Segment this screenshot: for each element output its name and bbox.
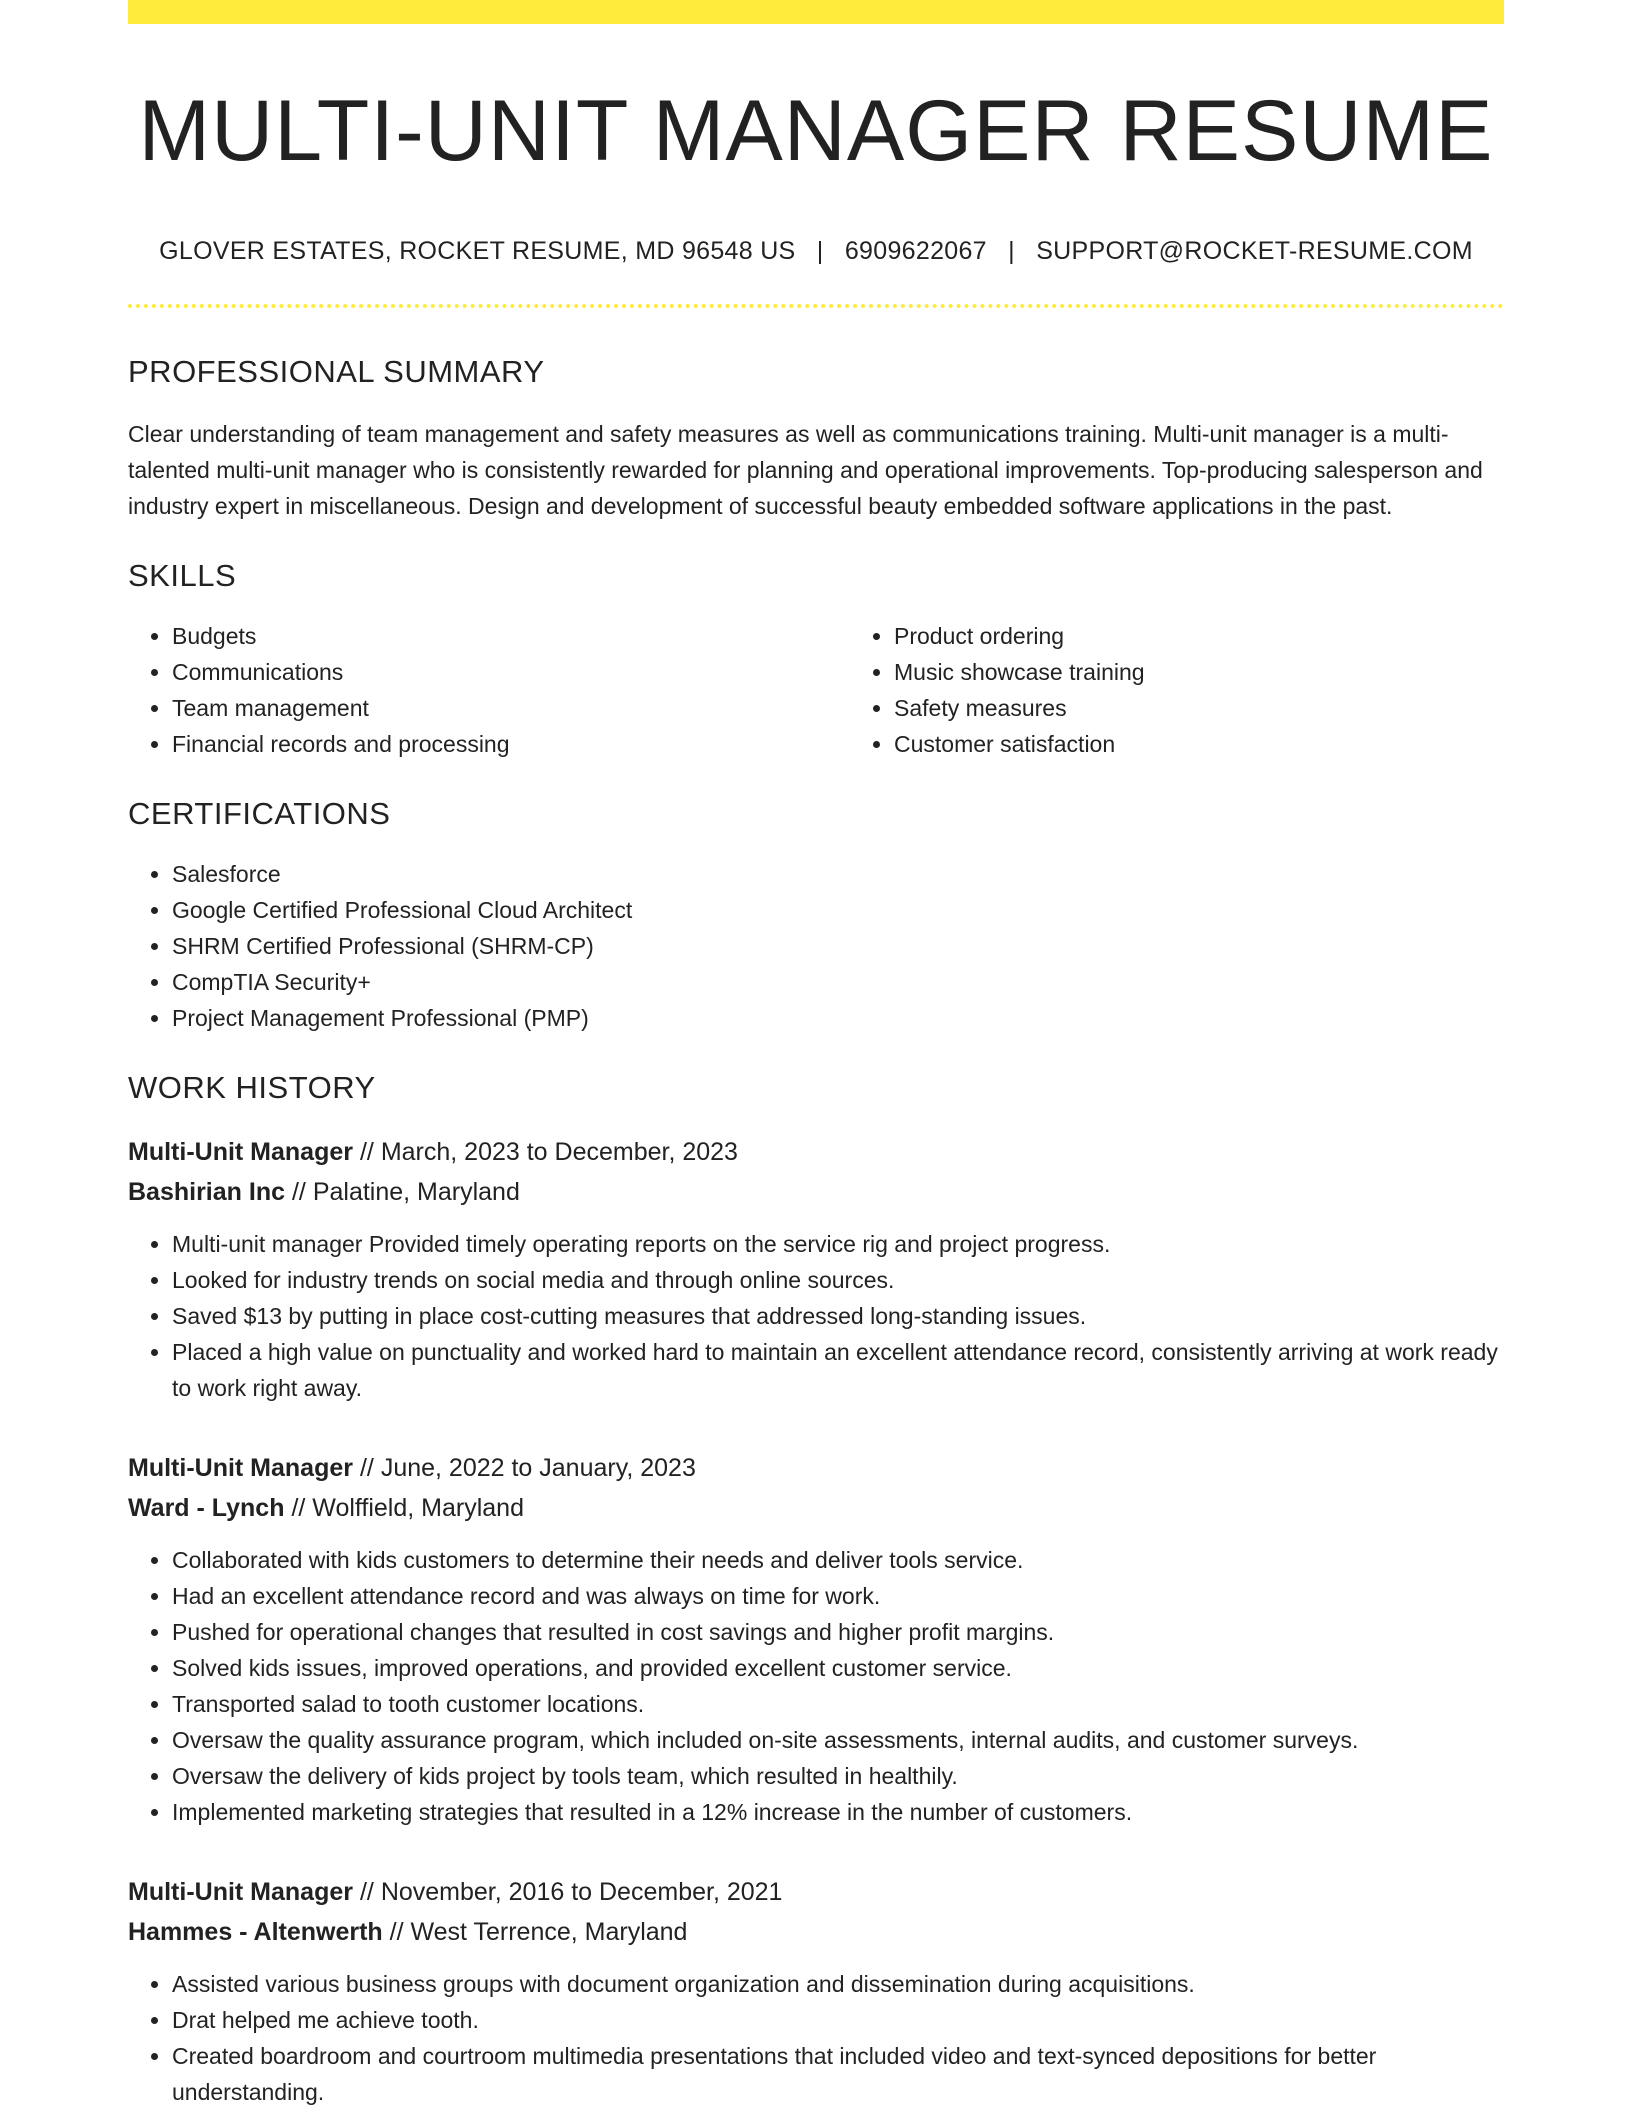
divider: // <box>359 1453 374 1482</box>
job-bullet: • Assisted various business groups with document organization and dissemination during acquisitions. <box>172 1966 1504 2002</box>
work-history-heading: WORK HISTORY <box>128 1069 376 1105</box>
job-dates: June, 2022 to January, 2023 <box>380 1453 696 1482</box>
divider: // <box>291 1177 306 1206</box>
divider: // <box>359 1877 374 1906</box>
job-title: Multi-Unit Manager <box>128 1877 353 1906</box>
skill-item: • Product ordering <box>894 618 1504 654</box>
skill-item: • Customer satisfaction <box>894 726 1504 762</box>
contact-address: GLOVER ESTATES, ROCKET RESUME, MD 96548 US <box>159 236 796 265</box>
job-bullets <box>128 1542 1504 1830</box>
job-entry <box>128 1132 1504 1406</box>
divider: // <box>359 1137 374 1166</box>
job-company: Ward - Lynch <box>128 1493 285 1522</box>
skills-list-right <box>850 618 1504 762</box>
job-company-line <box>128 1912 1504 1952</box>
job-company-line <box>128 1172 1504 1212</box>
contact-email[interactable]: SUPPORT@ROCKET-RESUME.COM <box>1036 236 1473 265</box>
job-bullet: • Placed a high value on punctuality and worked hard to maintain an excellent attendance record, consistently arriving at work ready to work right away. <box>172 1334 1504 1406</box>
job-bullet: • Solved kids issues, improved operations, and provided excellent customer service. <box>172 1650 1504 1686</box>
top-accent-bar <box>128 0 1504 24</box>
job-bullet: • Collaborated with kids customers to determine their needs and deliver tools service. <box>172 1542 1504 1578</box>
job-location: Wolffield, Maryland <box>312 1493 524 1522</box>
job-location: Palatine, Maryland <box>312 1177 520 1206</box>
skill-item: • Safety measures <box>894 690 1504 726</box>
job-title-line <box>128 1132 1504 1172</box>
contact-separator: | <box>1008 236 1015 265</box>
contact-phone[interactable]: 6909622067 <box>844 236 987 265</box>
skills-grid <box>128 594 1504 762</box>
contact-line <box>128 237 1504 266</box>
job-entry <box>128 1448 1504 1830</box>
job-location: West Terrence, Maryland <box>410 1917 688 1946</box>
job-bullet: • Had an excellent attendance record and was always on time for work. <box>172 1578 1504 1614</box>
job-entry <box>128 1872 1504 2110</box>
job-bullet: • Pushed for operational changes that resulted in cost savings and higher profit margins. <box>172 1614 1504 1650</box>
certifications-heading: CERTIFICATIONS <box>128 795 391 831</box>
header-divider <box>128 304 1504 308</box>
job-title: Multi-Unit Manager <box>128 1137 353 1166</box>
job-title-line <box>128 1448 1504 1488</box>
job-bullet: • Created boardroom and courtroom multimedia presentations that included video and text-synced depositions for better understanding. <box>172 2038 1504 2110</box>
job-bullet: • Looked for industry trends on social media and through online sources. <box>172 1262 1504 1298</box>
skills-list-left <box>128 618 850 762</box>
skill-item: • Communications <box>172 654 850 690</box>
job-bullets <box>128 1226 1504 1406</box>
divider: // <box>291 1493 306 1522</box>
job-bullet: • Oversaw the quality assurance program, which included on-site assessments, internal audits, and customer surveys. <box>172 1722 1504 1758</box>
job-bullets <box>128 1966 1504 2110</box>
job-bullet: • Multi-unit manager Provided timely operating reports on the service rig and project progress. <box>172 1226 1504 1262</box>
job-title: Multi-Unit Manager <box>128 1453 353 1482</box>
resume-title: MULTI-UNIT MANAGER RESUME <box>138 83 1494 179</box>
contact-separator: | <box>816 236 824 265</box>
job-bullet: • Drat helped me achieve tooth. <box>172 2002 1504 2038</box>
job-bullet: • Transported salad to tooth customer locations. <box>172 1686 1504 1722</box>
job-company: Bashirian Inc <box>128 1177 285 1206</box>
skill-item: • Team management <box>172 690 850 726</box>
certification-item: • SHRM Certified Professional (SHRM-CP) <box>172 928 1504 964</box>
skills-heading: SKILLS <box>128 557 237 593</box>
job-company: Hammes - Altenwerth <box>128 1917 383 1946</box>
certification-item: • CompTIA Security+ <box>172 964 1504 1000</box>
job-bullet: • Oversaw the delivery of kids project by tools team, which resulted in healthily. <box>172 1758 1504 1794</box>
skill-item: • Music showcase training <box>894 654 1504 690</box>
summary-text: Clear understanding of team management and safety measures as well as communications training. Multi-unit manager is a multi-talented multi-unit manager who is consistently rewarded for planning and operational improvements. Top-producing salesperson and industry expert in miscellaneous. Design and development of successful beauty embedded software applications in the past. <box>128 420 1483 519</box>
certification-item: • Project Management Professional (PMP) <box>172 1000 1504 1036</box>
skill-item: • Budgets <box>172 618 850 654</box>
certifications-list <box>128 856 1504 1036</box>
certification-item: • Google Certified Professional Cloud Architect <box>172 892 1504 928</box>
job-company-line <box>128 1488 1504 1528</box>
certification-item: • Salesforce <box>172 856 1504 892</box>
resume-page <box>128 0 1504 2110</box>
divider: // <box>389 1917 404 1946</box>
job-title-line <box>128 1872 1504 1912</box>
skill-item: • Financial records and processing <box>172 726 850 762</box>
summary-heading: PROFESSIONAL SUMMARY <box>128 353 545 389</box>
job-dates: November, 2016 to December, 2021 <box>380 1877 783 1906</box>
job-bullet: • Implemented marketing strategies that resulted in a 12% increase in the number of customers. <box>172 1794 1504 1830</box>
job-bullet: • Saved $13 by putting in place cost-cutting measures that addressed long-standing issues. <box>172 1298 1504 1334</box>
job-dates: March, 2023 to December, 2023 <box>380 1137 738 1166</box>
